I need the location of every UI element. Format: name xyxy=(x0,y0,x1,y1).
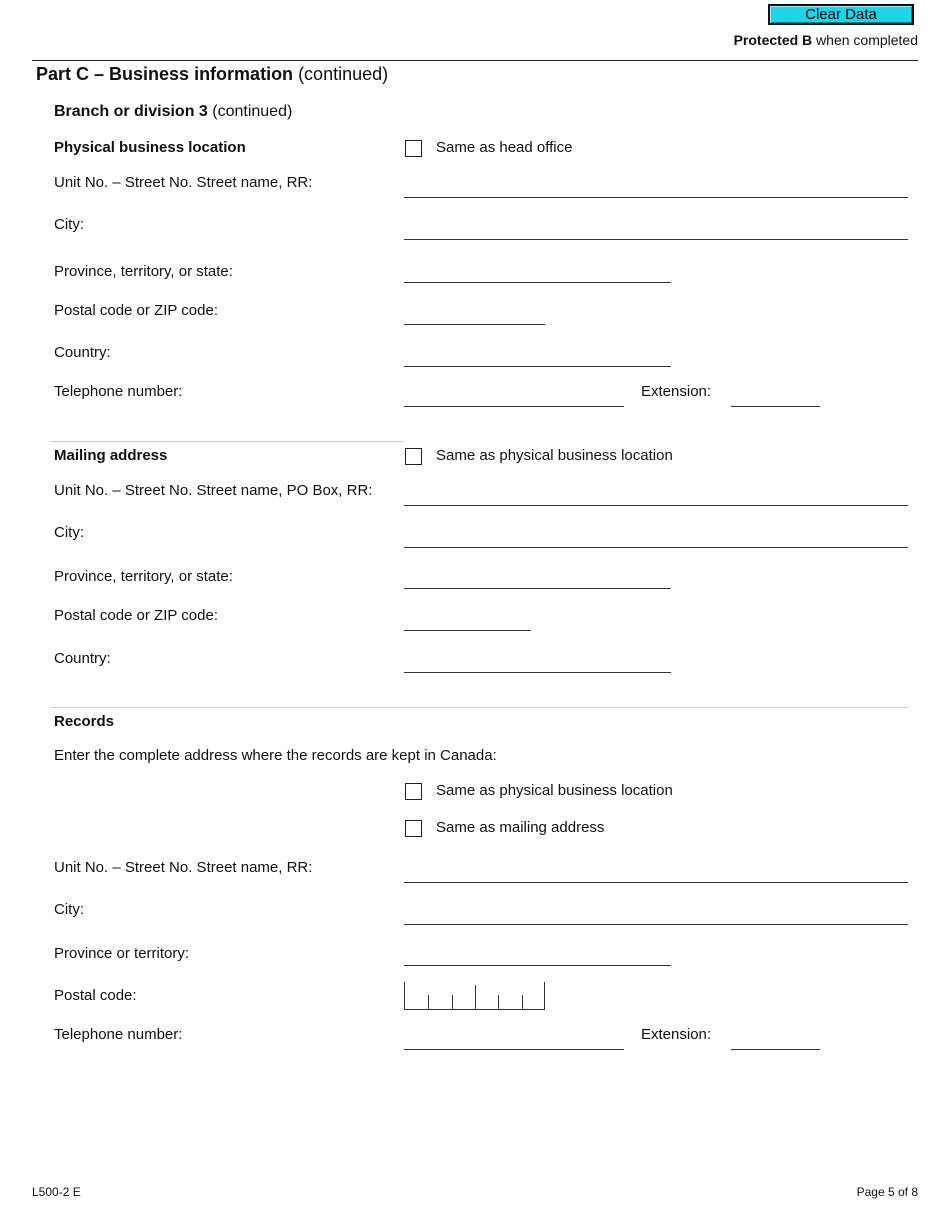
records-same-as-physical-label: Same as physical business location xyxy=(436,782,673,799)
protected-suffix: when completed xyxy=(812,32,918,48)
physical-province-label: Province, territory, or state: xyxy=(54,263,233,280)
mailing-city-label: City: xyxy=(54,524,84,541)
mailing-country-field[interactable] xyxy=(404,672,671,673)
records-phone-label: Telephone number: xyxy=(54,1026,183,1043)
physical-phone-label: Telephone number: xyxy=(54,383,183,400)
records-postal-code-comb-field[interactable] xyxy=(404,982,545,1010)
physical-city-label: City: xyxy=(54,216,84,233)
postal-comb-tick xyxy=(475,985,476,1009)
mailing-same-as-physical-checkbox[interactable] xyxy=(405,448,422,465)
mailing-city-field[interactable] xyxy=(404,547,908,548)
physical-street-label: Unit No. – Street No. Street name, RR: xyxy=(54,174,313,191)
branch-title xyxy=(54,103,292,121)
mailing-postal-field[interactable] xyxy=(404,630,531,631)
physical-city-field[interactable] xyxy=(404,239,908,240)
records-instruction: Enter the complete address where the records are kept in Canada: xyxy=(54,747,497,764)
mailing-province-field[interactable] xyxy=(404,588,671,589)
mailing-street-label: Unit No. – Street No. Street name, PO Box, RR: xyxy=(54,482,373,499)
records-heading: Records xyxy=(54,713,115,730)
records-extension-label: Extension: xyxy=(641,1026,712,1043)
physical-extension-field[interactable] xyxy=(731,406,820,407)
physical-postal-label: Postal code or ZIP code: xyxy=(54,302,218,319)
part-title xyxy=(36,64,388,85)
records-province-field[interactable] xyxy=(404,965,671,966)
mailing-postal-label: Postal code or ZIP code: xyxy=(54,607,218,624)
protected-level: Protected B xyxy=(733,32,813,48)
branch-title-bold: Branch or division 3 xyxy=(54,103,208,120)
mailing-same-as-physical-label: Same as physical business location xyxy=(436,447,673,464)
records-postal-label: Postal code: xyxy=(54,987,137,1004)
same-as-head-office-label: Same as head office xyxy=(436,139,573,156)
section-divider xyxy=(50,707,908,708)
physical-location-heading: Physical business location xyxy=(54,139,246,156)
section-divider xyxy=(50,441,404,442)
postal-comb-tick xyxy=(428,995,429,1009)
records-city-field[interactable] xyxy=(404,924,908,925)
physical-province-field[interactable] xyxy=(404,282,671,283)
mailing-address-heading: Mailing address xyxy=(54,447,168,464)
physical-extension-label: Extension: xyxy=(641,383,712,400)
mailing-province-label: Province, territory, or state: xyxy=(54,568,233,585)
records-phone-field[interactable] xyxy=(404,1049,624,1050)
same-as-head-office-checkbox[interactable] xyxy=(405,140,422,157)
physical-country-field[interactable] xyxy=(404,366,671,367)
records-same-as-physical-checkbox[interactable] xyxy=(405,783,422,800)
records-extension-field[interactable] xyxy=(731,1049,820,1050)
postal-comb-tick xyxy=(498,995,499,1009)
physical-country-label: Country: xyxy=(54,344,111,361)
branch-title-suffix: (continued) xyxy=(207,103,293,120)
form-code: L500-2 E xyxy=(32,1185,81,1199)
records-street-field[interactable] xyxy=(404,882,908,883)
part-title-suffix: (continued) xyxy=(293,64,389,84)
page-number: Page 5 of 8 xyxy=(856,1185,918,1199)
part-title-bold: Part C – Business information xyxy=(36,64,294,84)
protected-notice xyxy=(734,32,918,48)
physical-phone-field[interactable] xyxy=(404,406,624,407)
records-same-as-mailing-label: Same as mailing address xyxy=(436,819,605,836)
physical-postal-field[interactable] xyxy=(404,324,545,325)
header-divider xyxy=(32,60,918,61)
records-same-as-mailing-checkbox[interactable] xyxy=(405,820,422,837)
records-street-label: Unit No. – Street No. Street name, RR: xyxy=(54,859,313,876)
postal-comb-tick xyxy=(522,995,523,1009)
records-province-label: Province or territory: xyxy=(54,945,190,962)
mailing-country-label: Country: xyxy=(54,650,111,667)
physical-street-field[interactable] xyxy=(404,197,908,198)
clear-data-button[interactable]: Clear Data xyxy=(768,4,914,25)
mailing-street-field[interactable] xyxy=(404,505,908,506)
postal-comb-tick xyxy=(452,995,453,1009)
records-city-label: City: xyxy=(54,901,84,918)
